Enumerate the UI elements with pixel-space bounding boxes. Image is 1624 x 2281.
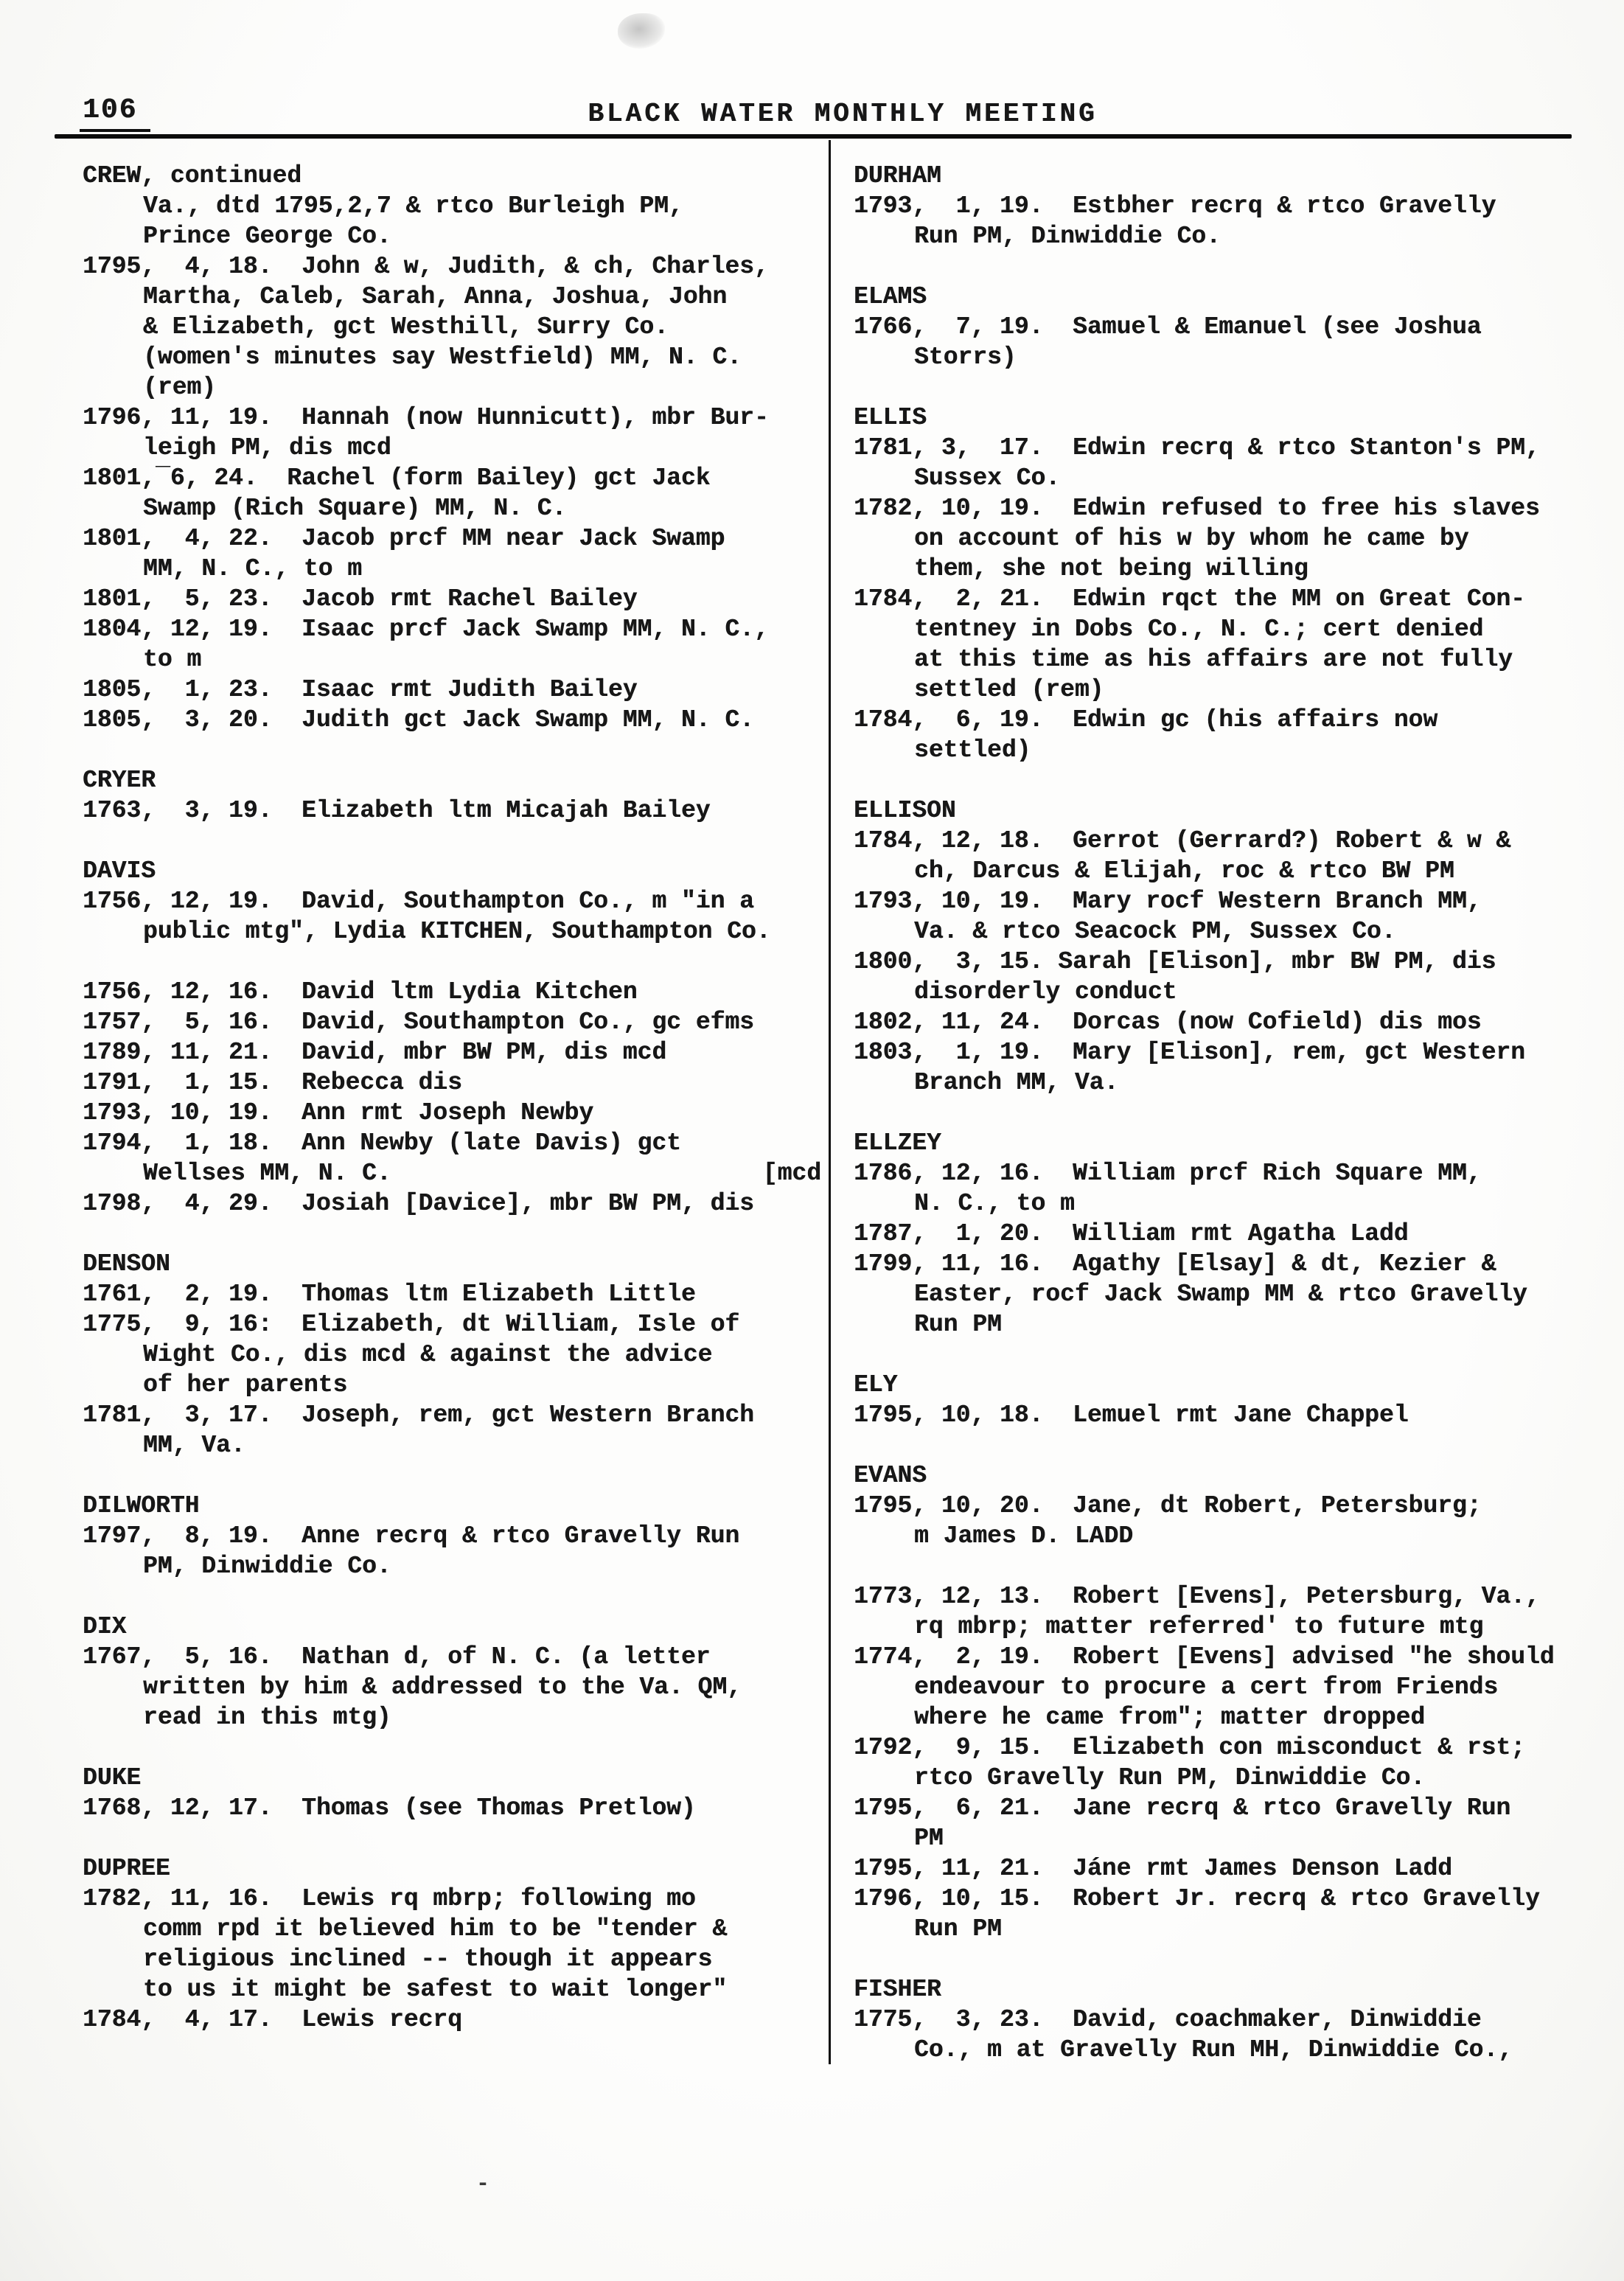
text-line: 1793, 10, 19. Mary rocf Western Branch MM,	[854, 888, 1482, 915]
text-line: 1795, 11, 21. Jáne rmt James Denson Ladd	[854, 1855, 1452, 1882]
text-line: MM, Va.	[143, 1432, 245, 1459]
text-line: rtco Gravelly Run PM, Dinwiddie Co.	[914, 1764, 1426, 1791]
text-line: DAVIS	[83, 857, 156, 885]
text-line: (rem)	[143, 374, 217, 401]
entry-group	[83, 1853, 821, 2035]
text-line: 1793, 1, 19. Estbher recrq & rtco Gravelly	[854, 192, 1496, 220]
text-line: to us it might be safest to wait longer"	[143, 1976, 728, 2003]
text-line: 1782, 11, 16. Lewis rq mbrp; following mo	[83, 1885, 696, 1912]
text-line: 1756, 12, 16. David ltm Lydia Kitchen	[83, 978, 638, 1006]
text-line: DUKE	[83, 1764, 142, 1791]
column-left	[83, 161, 821, 2065]
text-line: Run PM	[914, 1915, 1002, 1943]
text-line: read in this mtg)	[143, 1704, 391, 1731]
text-line: 1768, 12, 17. Thomas (see Thomas Pretlow)	[83, 1794, 696, 1822]
text-line: CREW, continued	[83, 162, 302, 189]
text-line: 1782, 10, 19. Edwin refused to free his slaves	[854, 495, 1540, 522]
text-line: 1763, 3, 19. Elizabeth ltm Micajah Bailey	[83, 797, 711, 824]
entry-group	[83, 161, 821, 735]
text-line: & Elizabeth, gct Westhill, Surry Co.	[143, 313, 669, 341]
text-line: religious inclined -- though it appears	[143, 1946, 713, 1973]
text-line: 1802, 11, 24. Dorcas (now Cofield) dis mos	[854, 1009, 1482, 1036]
text-line: ELY	[854, 1371, 898, 1399]
text-line: 1781, 3, 17. Joseph, rem, gct Western Branch	[83, 1401, 754, 1429]
text-line: 1801, 4, 22. Jacob prcf MM near Jack Swamp	[83, 525, 725, 552]
text-line: 1756, 12, 19. David, Southampton Co., m "in a	[83, 888, 754, 915]
text-line: of her parents	[143, 1371, 348, 1399]
text-line: settled (rem)	[914, 676, 1104, 703]
text-line: Co., m at Gravelly Run MH, Dinwiddie Co.,	[914, 2036, 1513, 2064]
text-line: ch, Darcus & Elijah, roc & rtco BW PM	[914, 857, 1454, 885]
text-line: EVANS	[854, 1462, 927, 1489]
text-line: 1797, 8, 19. Anne recrq & rtco Gravelly Run	[83, 1522, 740, 1550]
text-line: DIX	[83, 1613, 127, 1640]
column-divider-rule	[829, 140, 831, 2064]
text-line: Sussex Co.	[914, 464, 1061, 492]
text-line: DENSON	[83, 1250, 170, 1278]
text-line: to m	[143, 646, 202, 673]
text-line: PM	[914, 1825, 944, 1852]
text-line: 1787, 1, 20. William rmt Agatha Ladd	[854, 1220, 1409, 1247]
text-line: Storrs)	[914, 344, 1017, 371]
text-line: 1795, 10, 18. Lemuel rmt Jane Chappel	[854, 1401, 1409, 1429]
text-line: Va. & rtco Seacock PM, Sussex Co.	[914, 918, 1396, 945]
text-line: N. C., to m	[914, 1190, 1075, 1217]
text-line: 1761, 2, 19. Thomas ltm Elizabeth Little	[83, 1281, 696, 1308]
text-line: Branch MM, Va.	[914, 1069, 1119, 1096]
text-line: ELLZEY	[854, 1129, 941, 1157]
text-line: 1784, 4, 17. Lewis recrq	[83, 2006, 462, 2033]
text-line: 1775, 3, 23. David, coachmaker, Dinwiddie	[854, 2006, 1482, 2033]
entry-group	[854, 1460, 1563, 1551]
text-line: (women's minutes say Westfield) MM, N. C.	[143, 344, 742, 371]
text-line: 1766, 7, 19. Samuel & Emanuel (see Joshua	[854, 313, 1482, 341]
text-line: PM, Dinwiddie Co.	[143, 1553, 391, 1580]
text-line: 1804, 12, 19. Isaac prcf Jack Swamp MM, N. C.,	[83, 616, 769, 643]
entry-group	[854, 1370, 1563, 1430]
text-line: 1773, 12, 13. Robert [Evens], Petersburg, Va.,	[854, 1583, 1540, 1610]
text-line: 1774, 2, 19. Robert [Evens] advised "he should	[854, 1643, 1555, 1671]
entry-group	[854, 1581, 1563, 1944]
column-right	[854, 161, 1563, 2095]
text-line: Martha, Caleb, Sarah, Anna, Joshua, John	[143, 283, 728, 310]
text-line: 1786, 12, 16. William prcf Rich Square MM,	[854, 1160, 1482, 1187]
entry-group	[854, 1128, 1563, 1340]
text-line: 1799, 11, 16. Agathy [Elsay] & dt, Kezier &	[854, 1250, 1496, 1278]
text-line: Run PM, Dinwiddie Co.	[914, 223, 1221, 250]
text-line: comm rpd it believed him to be "tender &	[143, 1915, 728, 1943]
text-line: 1801, 5, 23. Jacob rmt Rachel Bailey	[83, 585, 638, 613]
text-line: leigh PM, dis mcd	[143, 434, 391, 462]
text-line: Wight Co., dis mcd & against the advice	[143, 1341, 713, 1368]
bracket-note: [mcd	[762, 1160, 821, 1187]
entry-group	[83, 1612, 821, 1732]
text-line: where he came from"; matter dropped	[914, 1704, 1426, 1731]
entry-group	[854, 795, 1563, 1098]
text-line	[83, 1158, 821, 1188]
text-line: written by him & addressed to the Va. QM,	[143, 1674, 742, 1701]
page-number: 106	[83, 94, 138, 126]
page-title: BLACK WATER MONTHLY MEETING	[588, 99, 1098, 129]
entry-group	[83, 856, 821, 947]
text-line: DILWORTH	[83, 1492, 200, 1519]
text-line: tentney in Dobs Co., N. C.; cert denied	[914, 616, 1484, 643]
entry-group	[83, 1249, 821, 1460]
text-line: Easter, rocf Jack Swamp MM & rtco Gravelly	[914, 1281, 1527, 1308]
text-line: 1793, 10, 19. Ann rmt Joseph Newby	[83, 1099, 594, 1126]
text-line: 1805, 3, 20. Judith gct Jack Swamp MM, N. C.	[83, 706, 754, 734]
text-line: Run PM	[914, 1311, 1002, 1338]
text-line: 1795, 4, 18. John & w, Judith, & ch, Charles,	[83, 253, 769, 280]
text-line: ELAMS	[854, 283, 927, 310]
text-line: DUPREE	[83, 1855, 170, 1882]
entry-group	[854, 403, 1563, 765]
text-line: 1803, 1, 19. Mary [Elison], rem, gct Western	[854, 1039, 1525, 1066]
text-line: 1800, 3, 15. Sarah [Elison], mbr BW PM, dis	[854, 948, 1496, 975]
entry-group	[854, 282, 1563, 372]
text-line: 1801,‾6, 24. Rachel (form Bailey) gct Jack	[83, 464, 711, 492]
text-line: m James D. LADD	[914, 1522, 1134, 1550]
text-line: ELLIS	[854, 404, 927, 431]
text-line: disorderly conduct	[914, 978, 1177, 1006]
text-line: 1805, 1, 23. Isaac rmt Judith Bailey	[83, 676, 638, 703]
text-line: Prince George Co.	[143, 223, 391, 250]
text-line: 1781, 3, 17. Edwin recrq & rtco Stanton's PM,	[854, 434, 1540, 462]
text-line: 1767, 5, 16. Nathan d, of N. C. (a letter	[83, 1643, 711, 1671]
text-line: endeavour to procure a cert from Friends	[914, 1674, 1499, 1701]
text-line: 1775, 9, 16: Elizabeth, dt William, Isle of	[83, 1311, 740, 1338]
text-line: DURHAM	[854, 162, 941, 189]
text-line: 1798, 4, 29. Josiah [Davice], mbr BW PM, dis	[83, 1190, 754, 1217]
text-line: 1784, 12, 18. Gerrot (Gerrard?) Robert & w &	[854, 827, 1511, 854]
text-line: 1796, 10, 15. Robert Jr. recrq & rtco Gravelly	[854, 1885, 1540, 1912]
text-line: them, she not being willing	[914, 555, 1308, 582]
text-line: 1757, 5, 16. David, Southampton Co., gc efms	[83, 1009, 754, 1036]
text-line: 1792, 9, 15. Elizabeth con misconduct & rst;	[854, 1734, 1525, 1761]
text-line: 1784, 2, 21. Edwin rqct the MM on Great Con-	[854, 585, 1525, 613]
line-text: Wellses MM, N. C.	[143, 1160, 391, 1187]
text-line: public mtg", Lydia KITCHEN, Southampton Co.	[143, 918, 771, 945]
entry-group	[83, 1763, 821, 1823]
text-line: 1795, 6, 21. Jane recrq & rtco Gravelly Run	[854, 1794, 1511, 1822]
text-line: ELLISON	[854, 797, 956, 824]
text-line: MM, N. C., to m	[143, 555, 363, 582]
footer-stray-mark: -	[476, 2172, 490, 2197]
text-line: 1784, 6, 19. Edwin gc (his affairs now	[854, 706, 1438, 734]
scan-smudge-artifact	[618, 13, 665, 49]
text-line: rq mbrp; matter referred' to future mtg	[914, 1613, 1484, 1640]
entry-group	[854, 1974, 1563, 2065]
text-line: Swamp (Rich Square) MM, N. C.	[143, 495, 567, 522]
text-line: at this time as his affairs are not fully	[914, 646, 1513, 673]
entry-group	[854, 161, 1563, 251]
text-line: 1789, 11, 21. David, mbr BW PM, dis mcd	[83, 1039, 667, 1066]
entry-group	[83, 977, 821, 1219]
text-line: on account of his w by whom he came by	[914, 525, 1469, 552]
text-line: FISHER	[854, 1976, 941, 2003]
entry-group	[83, 1491, 821, 1581]
text-line: settled)	[914, 736, 1031, 764]
text-line: 1795, 10, 20. Jane, dt Robert, Petersburg;	[854, 1492, 1482, 1519]
text-line: 1794, 1, 18. Ann Newby (late Davis) gct	[83, 1129, 681, 1157]
header-rule	[55, 134, 1572, 139]
text-line: 1791, 1, 15. Rebecca dis	[83, 1069, 462, 1096]
entry-group	[83, 765, 821, 826]
text-line: 1796, 11, 19. Hannah (now Hunnicutt), mbr Bur-	[83, 404, 769, 431]
text-line: Va., dtd 1795,2,7 & rtco Burleigh PM,	[143, 192, 683, 220]
text-line: CRYER	[83, 767, 156, 794]
